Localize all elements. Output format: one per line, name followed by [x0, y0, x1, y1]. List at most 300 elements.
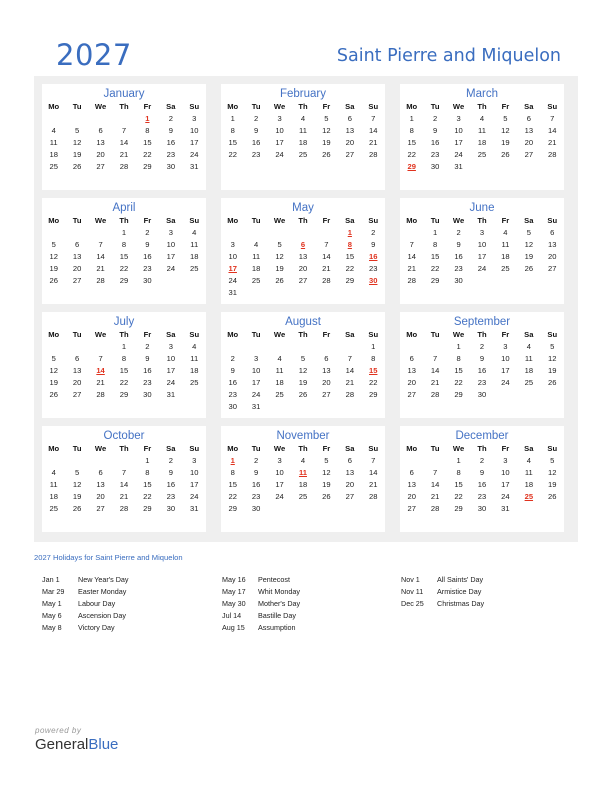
- day-cell: 9: [479, 354, 485, 363]
- day-cell: 8: [456, 354, 461, 363]
- day-cell: 6: [75, 354, 80, 363]
- day-cell: 31: [501, 504, 510, 513]
- day-cell: 16: [228, 378, 237, 387]
- day-cell: 8: [456, 468, 461, 477]
- day-cell: 7: [347, 354, 352, 363]
- empty-cell: [42, 227, 65, 239]
- holiday-day: 14: [96, 366, 105, 375]
- day-cell: 21: [369, 480, 378, 489]
- day-cell: 12: [72, 480, 82, 489]
- brand-logo[interactable]: [35, 726, 118, 753]
- weekday-header: We: [273, 444, 286, 453]
- month-name: July: [113, 316, 135, 328]
- day-cell: 20: [407, 378, 416, 387]
- month-name: April: [112, 202, 136, 214]
- day-cell: 23: [251, 150, 261, 159]
- weekday-header: Sa: [524, 330, 534, 339]
- day-cell: 30: [166, 162, 176, 171]
- day-cell: 25: [251, 276, 261, 285]
- day-cell: 5: [51, 354, 56, 363]
- brand-blue: Blue: [88, 736, 119, 753]
- holiday-name: Christmas Day: [437, 599, 485, 608]
- empty-cell: [423, 455, 446, 467]
- day-cell: 15: [345, 252, 355, 261]
- day-cell: 3: [277, 114, 282, 123]
- holiday-row: [222, 586, 300, 598]
- weekday-header: Su: [368, 330, 379, 339]
- holiday-row: [222, 598, 300, 610]
- day-grid: [400, 215, 564, 287]
- day-cell: 18: [190, 252, 199, 261]
- day-cell: 21: [119, 150, 129, 159]
- day-cell: 17: [454, 138, 463, 147]
- day-cell: 29: [143, 504, 152, 513]
- holiday-name: Mother's Day: [258, 599, 301, 608]
- day-cell: 11: [190, 354, 199, 363]
- weekday-header: Fr: [143, 330, 152, 339]
- empty-cell: [268, 227, 291, 239]
- holiday-date: Aug 15: [222, 623, 245, 632]
- day-cell: 22: [454, 378, 463, 387]
- weekday-header: We: [452, 216, 465, 225]
- day-cell: 30: [454, 276, 463, 285]
- day-cell: 3: [168, 342, 173, 351]
- day-grid: [221, 101, 385, 161]
- day-cell: 13: [96, 480, 105, 489]
- weekday-header: Mo: [48, 330, 60, 339]
- weekday-header: Tu: [251, 216, 261, 225]
- weekday-header: Sa: [345, 216, 355, 225]
- day-cell: 1: [456, 456, 461, 465]
- day-cell: 7: [98, 354, 103, 363]
- weekday-header: We: [273, 330, 286, 339]
- month-march: [400, 84, 564, 190]
- month-name: October: [103, 430, 145, 442]
- day-cell: 31: [228, 288, 237, 297]
- day-cell: 17: [190, 480, 199, 489]
- weekday-header: Tu: [251, 330, 261, 339]
- day-cell: 9: [145, 240, 150, 249]
- empty-cell: [315, 227, 338, 239]
- weekday-header: Fr: [501, 330, 510, 339]
- day-cell: 13: [298, 252, 308, 261]
- day-cell: 2: [479, 342, 485, 351]
- year-title: 2027: [56, 38, 132, 72]
- weekday-header: We: [94, 102, 107, 111]
- day-cell: 19: [501, 138, 510, 147]
- month-february: [221, 84, 385, 190]
- day-cell: 10: [454, 126, 463, 135]
- day-cell: 23: [251, 492, 261, 501]
- empty-cell: [221, 341, 244, 353]
- day-cell: 9: [456, 240, 461, 249]
- day-cell: 1: [433, 228, 438, 237]
- day-cell: 15: [143, 138, 152, 147]
- day-cell: 27: [524, 150, 534, 159]
- weekday-header: Fr: [143, 216, 152, 225]
- day-cell: 11: [501, 240, 510, 249]
- day-cell: 24: [166, 264, 176, 273]
- day-cell: 19: [548, 366, 557, 375]
- day-cell: 16: [477, 480, 487, 489]
- day-cell: 18: [524, 366, 534, 375]
- weekday-header: Mo: [406, 102, 418, 111]
- day-cell: 5: [51, 240, 56, 249]
- day-cell: 19: [275, 264, 284, 273]
- day-cell: 10: [166, 354, 176, 363]
- weekday-header: Su: [189, 330, 200, 339]
- holiday-date: Jan 1: [42, 575, 60, 584]
- day-cell: 15: [407, 138, 416, 147]
- weekday-header: Th: [119, 102, 129, 111]
- day-cell: 18: [49, 150, 58, 159]
- day-cell: 12: [322, 126, 331, 135]
- holiday-name: Whit Monday: [258, 587, 300, 596]
- day-cell: 21: [430, 378, 440, 387]
- day-cell: 12: [275, 252, 284, 261]
- empty-cell: [65, 341, 88, 353]
- weekday-header: Fr: [501, 102, 510, 111]
- day-grid: [400, 443, 564, 515]
- weekday-header: Tu: [430, 102, 440, 111]
- weekday-header: Th: [477, 216, 487, 225]
- holiday-name: All Saints' Day: [437, 575, 484, 584]
- day-cell: 9: [371, 240, 376, 249]
- holiday-day: 16: [369, 252, 378, 261]
- day-cell: 24: [501, 378, 510, 387]
- day-cell: 24: [251, 390, 261, 399]
- day-cell: 23: [369, 264, 378, 273]
- day-cell: 19: [548, 480, 557, 489]
- empty-cell: [112, 113, 135, 125]
- month-december: [400, 426, 564, 532]
- holiday-day: 8: [347, 240, 352, 249]
- day-cell: 10: [228, 252, 237, 261]
- weekday-header: Fr: [143, 102, 152, 111]
- day-cell: 4: [192, 228, 197, 237]
- day-cell: 27: [96, 162, 105, 171]
- day-cell: 17: [501, 480, 510, 489]
- day-cell: 13: [96, 138, 105, 147]
- day-cell: 14: [345, 366, 355, 375]
- day-cell: 23: [430, 150, 440, 159]
- day-cell: 19: [72, 492, 82, 501]
- day-cell: 26: [548, 378, 557, 387]
- holiday-row: [42, 610, 129, 622]
- holiday-day: 1: [347, 228, 352, 237]
- day-cell: 24: [501, 492, 510, 501]
- day-cell: 1: [121, 228, 127, 237]
- weekday-header: We: [94, 444, 107, 453]
- empty-cell: [338, 341, 361, 353]
- day-cell: 14: [369, 468, 378, 477]
- month-name: May: [292, 202, 314, 214]
- holiday-day: 6: [300, 240, 306, 249]
- day-cell: 30: [477, 390, 487, 399]
- weekday-header: Tu: [430, 216, 440, 225]
- day-cell: 23: [477, 378, 487, 387]
- weekday-header: Th: [477, 330, 487, 339]
- day-cell: 24: [477, 264, 487, 273]
- day-cell: 18: [477, 138, 487, 147]
- day-cell: 23: [143, 264, 152, 273]
- day-cell: 21: [407, 264, 416, 273]
- holiday-date: May 16: [222, 575, 246, 584]
- weekday-header: We: [452, 102, 465, 111]
- day-cell: 30: [166, 504, 176, 513]
- weekday-header: Mo: [227, 102, 239, 111]
- empty-cell: [268, 341, 291, 353]
- weekday-header: We: [273, 102, 286, 111]
- day-cell: 13: [72, 366, 82, 375]
- day-cell: 6: [98, 468, 103, 477]
- day-cell: 21: [548, 138, 557, 147]
- day-cell: 5: [550, 456, 555, 465]
- day-cell: 14: [407, 252, 416, 261]
- day-cell: 11: [524, 354, 533, 363]
- day-cell: 15: [143, 480, 152, 489]
- day-grid: [42, 101, 206, 173]
- day-cell: 29: [430, 276, 440, 285]
- month-name: December: [455, 430, 509, 442]
- weekday-header: Th: [298, 330, 308, 339]
- day-cell: 26: [298, 390, 308, 399]
- day-cell: 28: [119, 162, 129, 171]
- day-cell: 15: [228, 480, 237, 489]
- day-cell: 13: [407, 480, 416, 489]
- month-name: February: [279, 88, 327, 100]
- day-cell: 27: [345, 150, 355, 159]
- day-cell: 28: [430, 390, 440, 399]
- empty-cell: [42, 341, 65, 353]
- day-cell: 9: [433, 126, 438, 135]
- holiday-name: Easter Monday: [78, 587, 127, 596]
- day-grid: [42, 443, 206, 515]
- day-cell: 13: [72, 252, 82, 261]
- day-cell: 15: [119, 252, 129, 261]
- weekday-header: Su: [368, 216, 379, 225]
- day-cell: 6: [75, 240, 80, 249]
- weekday-header: Th: [119, 330, 129, 339]
- empty-cell: [112, 455, 135, 467]
- day-cell: 17: [275, 480, 284, 489]
- day-cell: 14: [430, 480, 440, 489]
- day-cell: 21: [345, 378, 355, 387]
- weekday-header: Sa: [166, 102, 176, 111]
- day-cell: 15: [119, 366, 129, 375]
- day-cell: 5: [324, 114, 329, 123]
- empty-cell: [89, 341, 112, 353]
- day-cell: 20: [298, 264, 308, 273]
- day-cell: 16: [251, 138, 261, 147]
- holiday-row: [401, 574, 484, 586]
- day-cell: 5: [300, 354, 306, 363]
- day-cell: 31: [190, 162, 199, 171]
- weekday-header: Tu: [430, 444, 440, 453]
- day-cell: 30: [477, 504, 487, 513]
- day-cell: 2: [168, 114, 173, 123]
- day-cell: 8: [230, 126, 235, 135]
- day-cell: 20: [322, 378, 331, 387]
- weekday-header: Th: [298, 444, 308, 453]
- day-cell: 12: [548, 354, 557, 363]
- day-cell: 7: [324, 240, 329, 249]
- holiday-name: Victory Day: [78, 623, 115, 632]
- day-cell: 25: [298, 150, 308, 159]
- holiday-date: May 17: [222, 587, 246, 596]
- day-cell: 31: [251, 402, 261, 411]
- day-cell: 25: [501, 264, 510, 273]
- brand-general: General: [35, 736, 89, 753]
- day-cell: 7: [550, 114, 555, 123]
- day-cell: 30: [430, 162, 440, 171]
- day-cell: 1: [409, 114, 414, 123]
- day-cell: 23: [477, 492, 487, 501]
- day-cell: 3: [503, 342, 508, 351]
- day-cell: 28: [96, 390, 105, 399]
- day-cell: 17: [275, 138, 284, 147]
- day-cell: 23: [228, 390, 237, 399]
- day-cell: 12: [501, 126, 510, 135]
- day-cell: 13: [407, 366, 416, 375]
- weekday-header: Mo: [406, 216, 418, 225]
- holidays-title: 2027 Holidays for Saint Pierre and Miquelon: [34, 553, 183, 562]
- empty-cell: [65, 113, 88, 125]
- holiday-row: [401, 598, 484, 610]
- weekday-header: Tu: [251, 102, 261, 111]
- day-cell: 17: [190, 138, 199, 147]
- day-cell: 11: [275, 366, 284, 375]
- weekday-header: Tu: [430, 330, 440, 339]
- day-cell: 5: [503, 114, 508, 123]
- empty-cell: [291, 227, 314, 239]
- day-cell: 30: [251, 504, 261, 513]
- day-cell: 22: [407, 150, 416, 159]
- holiday-day: 29: [407, 162, 416, 171]
- month-june: [400, 198, 564, 304]
- day-cell: 3: [254, 354, 259, 363]
- weekday-header: Su: [368, 102, 379, 111]
- day-cell: 21: [96, 264, 105, 273]
- weekday-header: Sa: [524, 444, 534, 453]
- day-cell: 1: [230, 114, 235, 123]
- day-cell: 21: [119, 492, 129, 501]
- day-cell: 26: [275, 276, 284, 285]
- day-cell: 30: [228, 402, 237, 411]
- day-cell: 20: [72, 264, 82, 273]
- day-cell: 11: [252, 252, 261, 261]
- day-grid: [400, 101, 564, 173]
- day-cell: 7: [433, 468, 438, 477]
- weekday-header: Tu: [72, 216, 82, 225]
- day-cell: 21: [322, 264, 331, 273]
- empty-cell: [65, 455, 88, 467]
- empty-cell: [65, 227, 88, 239]
- day-cell: 9: [230, 366, 235, 375]
- day-cell: 14: [119, 480, 129, 489]
- day-cell: 19: [72, 150, 82, 159]
- holiday-row: [222, 574, 300, 586]
- day-cell: 10: [477, 240, 487, 249]
- day-cell: 5: [75, 468, 80, 477]
- day-cell: 4: [479, 114, 485, 123]
- empty-cell: [315, 341, 338, 353]
- day-cell: 27: [345, 492, 355, 501]
- empty-cell: [42, 113, 65, 125]
- day-cell: 14: [119, 138, 129, 147]
- weekday-header: Fr: [143, 444, 152, 453]
- day-cell: 27: [322, 390, 331, 399]
- day-cell: 27: [407, 390, 416, 399]
- weekday-header: Mo: [48, 444, 60, 453]
- day-cell: 20: [407, 492, 416, 501]
- day-cell: 22: [143, 492, 152, 501]
- day-cell: 22: [228, 150, 237, 159]
- month-name: June: [469, 202, 495, 214]
- day-cell: 17: [251, 378, 261, 387]
- day-cell: 4: [277, 354, 282, 363]
- day-cell: 2: [168, 456, 173, 465]
- day-cell: 8: [409, 126, 414, 135]
- day-cell: 11: [49, 138, 58, 147]
- weekday-header: Th: [119, 216, 129, 225]
- weekday-header: Th: [298, 102, 308, 111]
- holiday-column-3: [401, 574, 484, 610]
- day-cell: 16: [477, 366, 487, 375]
- day-cell: 13: [345, 468, 355, 477]
- holiday-date: Nov 11: [401, 587, 424, 596]
- day-cell: 23: [454, 264, 463, 273]
- day-cell: 5: [526, 228, 531, 237]
- day-cell: 14: [322, 252, 331, 261]
- day-grid: [221, 329, 385, 413]
- day-cell: 4: [300, 114, 306, 123]
- day-cell: 25: [49, 162, 58, 171]
- day-cell: 16: [166, 138, 176, 147]
- day-cell: 15: [430, 252, 440, 261]
- day-cell: 29: [454, 504, 463, 513]
- day-cell: 7: [98, 240, 103, 249]
- day-cell: 26: [72, 162, 82, 171]
- day-cell: 29: [369, 390, 378, 399]
- day-cell: 16: [143, 366, 152, 375]
- holiday-date: May 30: [222, 599, 246, 608]
- month-name: November: [276, 430, 330, 442]
- day-cell: 10: [501, 468, 510, 477]
- day-cell: 15: [454, 366, 463, 375]
- day-cell: 3: [503, 456, 508, 465]
- weekday-header: Fr: [501, 444, 510, 453]
- day-cell: 5: [277, 240, 282, 249]
- day-cell: 27: [72, 390, 82, 399]
- day-cell: 31: [454, 162, 463, 171]
- day-cell: 7: [409, 240, 414, 249]
- day-cell: 28: [345, 390, 355, 399]
- day-cell: 28: [96, 276, 105, 285]
- day-cell: 5: [75, 126, 80, 135]
- day-cell: 2: [230, 354, 235, 363]
- day-cell: 22: [228, 492, 237, 501]
- day-cell: 18: [251, 264, 261, 273]
- month-november: [221, 426, 385, 532]
- holiday-date: May 1: [42, 599, 62, 608]
- day-cell: 21: [96, 378, 105, 387]
- holiday-name: Pentecost: [258, 575, 290, 584]
- day-cell: 13: [548, 240, 557, 249]
- day-cell: 28: [369, 150, 378, 159]
- day-cell: 19: [322, 138, 331, 147]
- day-cell: 8: [121, 240, 127, 249]
